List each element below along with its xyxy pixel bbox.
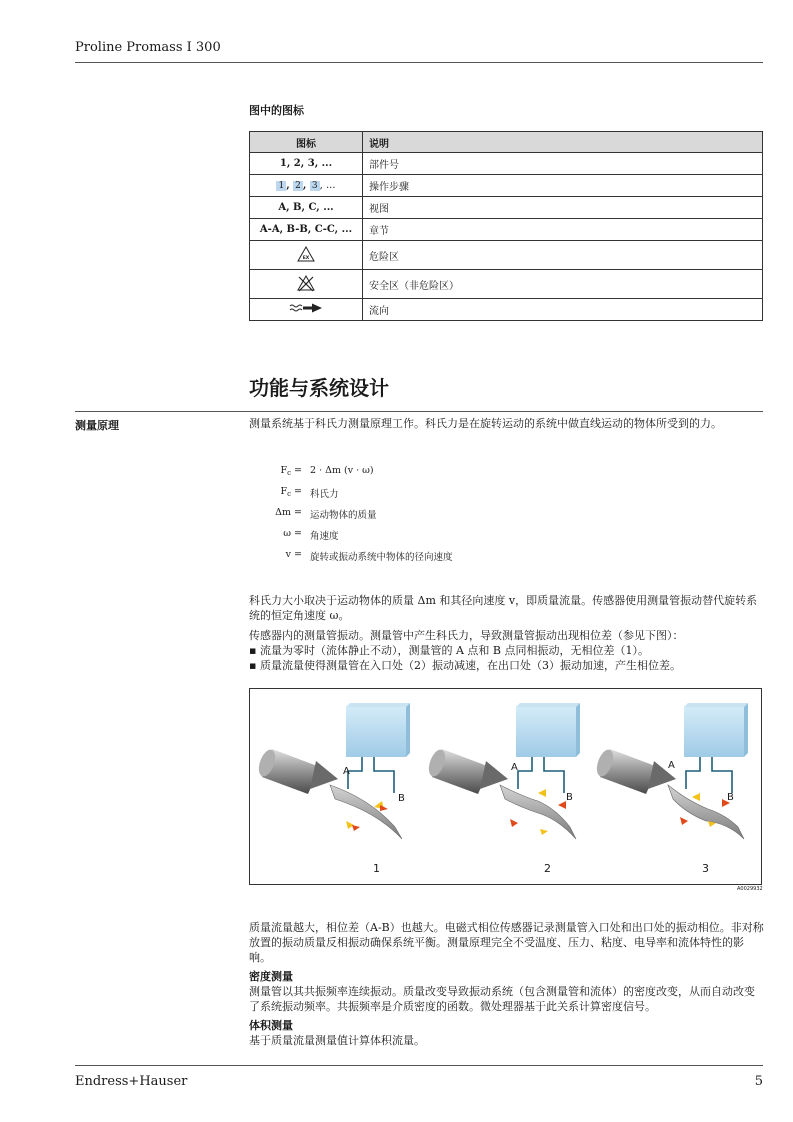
symbol-cell <box>250 299 363 321</box>
point-b-label: B <box>727 792 734 803</box>
table-row <box>250 241 763 270</box>
meaning-cell: 流向 <box>363 299 763 321</box>
formula-symbol: ω = <box>283 528 302 539</box>
meaning-cell: 危险区 <box>363 241 763 270</box>
section-divider <box>75 411 763 412</box>
figure-panel-number: 3 <box>702 862 709 875</box>
column-header-symbol: 图标 <box>250 132 363 153</box>
formula-text: 角速度 <box>310 531 339 542</box>
point-a-label: A <box>511 762 518 773</box>
density-heading: 密度测量 <box>249 970 293 983</box>
formula-symbol: $F_c$ = <box>280 465 302 477</box>
density-section <box>249 969 764 1014</box>
column-header-meaning: 说明 <box>363 132 763 153</box>
meaning-cell: 章节 <box>363 219 763 241</box>
table-row <box>250 299 763 321</box>
figure-panel-number: 2 <box>544 862 551 875</box>
hazardous-area-icon <box>297 246 315 262</box>
mass-flow-paragraph: 科氏力大小取决于运动物体的质量 Δm 和其径向速度 v，即质量流量。传感器使用测量管振动替代旋转系统的恒定角速度 ω。 <box>249 594 758 622</box>
formula-text: 科氏力 <box>310 489 339 500</box>
point-a-label: A <box>343 766 350 777</box>
table-row <box>250 270 763 299</box>
volume-heading: 体积测量 <box>249 1019 293 1032</box>
table-row <box>250 197 763 219</box>
symbol-cell: 1 , 2 , 3 , ... <box>250 175 363 197</box>
symbol-cell: A, B, C, ... <box>250 197 363 219</box>
header-divider <box>75 62 763 63</box>
table-row <box>250 219 763 241</box>
formula-text: 运动物体的质量 <box>310 510 377 521</box>
table-header-row <box>250 132 763 153</box>
meaning-cell: 视图 <box>363 197 763 219</box>
table-row <box>250 153 763 175</box>
panel-outlet-flow <box>594 703 748 839</box>
footer-divider <box>75 1065 763 1066</box>
figure-panel-number: 1 <box>373 862 380 875</box>
point-a-label: A <box>668 760 675 771</box>
svg-text:EX: EX <box>302 255 310 261</box>
list-item: ▪ 流量为零时（流体静止不动），测量管的 A 点和 B 点同相振动，无相位差（1）。 <box>249 644 649 657</box>
formula-symbol: v = <box>285 549 302 560</box>
step-number-badge: 3 <box>311 181 318 191</box>
coriolis-principle-figure <box>249 688 762 885</box>
step-number-badge: 1 <box>278 181 285 191</box>
measuring-principle-label: 测量原理 <box>75 419 119 432</box>
formula-text: 旋转或振动系统中物体的径向速度 <box>310 552 453 563</box>
table-row <box>250 175 763 197</box>
panel-inlet-flow <box>426 703 580 839</box>
density-text: 测量管以其共振频率连续振动。质量改变导致振动系统（包含测量管和流体）的密度改变，从而自动改变了系统振动频率。共振频率是介质密度的函数。微处理器基于此关系计算密度信号。 <box>249 985 755 1013</box>
symbol-cell: 1, 2, 3, ... <box>250 153 363 175</box>
meaning-cell: 操作步骤 <box>363 175 763 197</box>
figure-id: A0029932 <box>737 886 763 892</box>
panel-zero-flow <box>256 703 410 839</box>
legend-title: 图中的图标 <box>249 104 304 117</box>
volume-section <box>249 1018 764 1048</box>
phase-difference-paragraph: 质量流量越大，相位差（A-B）也越大。电磁式相位传感器记录测量管入口处和出口处的振动相位。非对称放置的振动质量反相振动确保系统平衡。测量原理完全不受温度、压力、粘度、电导率和流体特性的影响。 <box>249 921 764 964</box>
list-item: ▪ 质量流量使得测量管在入口处（2）振动减速，在出口处（3）振动加速，产生相位差。 <box>249 659 681 672</box>
point-b-label: B <box>398 793 405 804</box>
document-header-title: Proline Promass I 300 <box>75 40 221 55</box>
meaning-cell: 部件号 <box>363 153 763 175</box>
page-number: 5 <box>754 1074 763 1089</box>
meaning-cell: 安全区（非危险区） <box>363 270 763 299</box>
footer-brand: Endress+Hauser <box>75 1074 188 1089</box>
point-b-label: B <box>566 792 573 803</box>
symbol-cell <box>250 241 363 270</box>
formula-text: 2 · Δm (v · ω) <box>310 465 374 476</box>
symbol-cell: A-A, B-B, C-C, ... <box>250 219 363 241</box>
oscillation-text: 传感器内的测量管振动。测量管中产生科氏力，导致测量管振动出现相位差（参见下图）： <box>249 629 684 642</box>
step-number-badge: 2 <box>295 181 301 191</box>
formula-symbol: Δm = <box>275 507 302 518</box>
section-title: 功能与系统设计 <box>249 376 389 400</box>
symbol-legend-table <box>249 131 763 321</box>
volume-text: 基于质量流量测量值计算体积流量。 <box>249 1034 425 1047</box>
oscillation-paragraph <box>249 628 764 673</box>
intro-paragraph: 测量系统基于科氏力测量原理工作。科氏力是在旋转运动的系统中做直线运动的物体所受到的力。 <box>249 417 722 430</box>
step-suffix: , ... <box>319 180 336 191</box>
coriolis-tube-illustration <box>250 689 761 884</box>
safe-area-icon <box>297 274 315 292</box>
formula-symbol: $F_c$ = <box>280 486 302 498</box>
symbol-cell <box>250 270 363 299</box>
flow-direction-icon <box>289 303 323 313</box>
